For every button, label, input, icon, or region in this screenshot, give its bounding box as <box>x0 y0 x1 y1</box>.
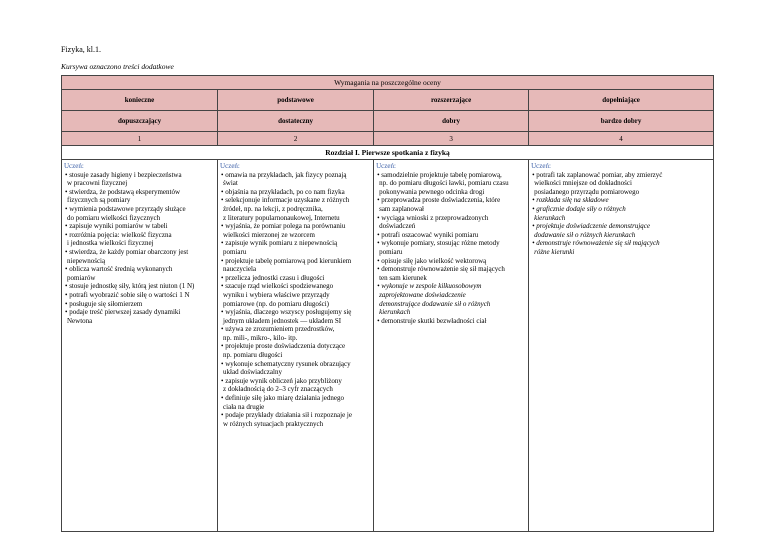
requirement-item: do pomiaru wielkości fizycznych <box>67 213 161 222</box>
requirement-item: niepewnością <box>67 256 106 265</box>
number-cell: 1 <box>62 132 218 146</box>
requirement-item: • przelicza jednostki czasu i długości <box>221 273 325 282</box>
requirement-item: • samodzielnie projektuje tabelę pomiarową, <box>377 170 502 179</box>
requirement-item: • podaje treść pierwszej zasady dynamiki <box>65 308 181 317</box>
level-cell: dopełniające <box>529 90 714 111</box>
column-label: Uczeń: <box>64 162 84 170</box>
requirement-item: • przeprowadza proste doświadczenia, które <box>377 196 501 205</box>
requirement-item: doświadczeń <box>379 222 416 231</box>
document-subject: Fizyka, kl.1. <box>61 45 101 54</box>
requirement-item: • demonstruje równoważenie się sił mających <box>377 265 505 274</box>
requirement-item: • stosuje zasady higieny i bezpieczeństwa <box>65 170 182 179</box>
requirement-item: wyniku i wybiera właściwe przyrządy <box>223 290 330 299</box>
requirements-column-2 <box>218 160 374 532</box>
requirement-item: • projektuje doświadczenie demonstrujące <box>532 222 650 231</box>
requirements-column-3 <box>374 160 529 532</box>
requirement-item: np. do pomiaru długości ławki, pomiaru czasu <box>379 179 509 188</box>
requirement-item: • używa ze zrozumieniem przedrostków, <box>221 325 335 334</box>
requirement-item: w różnych sytuacjach praktycznych <box>223 419 324 428</box>
requirements-list <box>220 171 370 429</box>
column-label: Uczeń: <box>220 162 240 170</box>
requirement-item: • potrafi tak zaplanować pomiar, aby zmierzyć <box>532 170 663 179</box>
requirement-item: • demonstruje równoważenie się sił mających <box>532 239 660 248</box>
requirement-item: sam zaplanował <box>379 204 424 213</box>
requirement-item: • szacuje rząd wielkości spodziewanego <box>221 282 334 291</box>
requirement-item: • definiuje siłę jako miarę działania jednego <box>221 394 345 403</box>
document-note: Kursywa oznaczono treści dodatkowe <box>61 62 174 71</box>
requirement-item: • stwierdza, że podstawą eksperymentów <box>65 187 180 196</box>
requirement-item: • zapisuje wyniki pomiarów w tabeli <box>65 222 168 231</box>
requirement-item: • wyjaśnia, że pomiar polega na porównaniu <box>221 222 346 231</box>
requirements-column-4 <box>529 160 714 532</box>
requirement-item: kierunkach <box>379 308 411 317</box>
requirement-item: z literatury popularnonaukowej, Internetu <box>223 213 340 222</box>
requirement-item: ciała na drugie <box>223 402 265 411</box>
requirement-item: • selekcjonuje informacje uzyskane z różnych <box>221 196 350 205</box>
requirement-item: wielkości mierzonej ze wzorcem <box>223 230 315 239</box>
column-label: Uczeń: <box>376 162 396 170</box>
requirement-item: pomiaru <box>379 247 403 256</box>
level-cell: konieczne <box>62 90 218 111</box>
level-cell: podstawowe <box>218 90 374 111</box>
requirement-item: np. pomiaru długości <box>223 351 283 360</box>
requirement-item: pomiarów <box>67 273 96 282</box>
requirement-item: • projektuje proste doświadczenia dotyczące <box>221 342 346 351</box>
column-label: Uczeń: <box>531 162 551 170</box>
requirement-item: posiadanego przyrządu pomiarowego <box>534 187 640 196</box>
grade-row <box>62 111 714 132</box>
requirement-item: w pracowni fizycznej <box>67 179 128 188</box>
requirement-item: • oblicza wartość średnią wykonanych <box>65 265 173 274</box>
requirement-item: • zapisuje wynik pomiaru z niepewnością <box>221 239 338 248</box>
requirements-list <box>531 171 710 257</box>
requirement-item: z dokładnością do 2–3 cyfr znaczących <box>223 385 333 394</box>
requirement-item: • wykonuje pomiary, stosując różne metody <box>377 239 500 248</box>
requirement-item: pomiarowe (np. do pomiaru długości) <box>223 299 329 308</box>
requirement-item: świat <box>223 179 238 188</box>
number-cell: 3 <box>374 132 529 146</box>
requirement-item: wielkości mniejsze od dokładności <box>534 179 632 188</box>
requirement-item: • demonstruje skutki bezwładności ciał <box>377 316 487 325</box>
requirement-item: nauczyciela <box>223 265 257 274</box>
grade-cell: dostateczny <box>218 111 374 132</box>
requirement-item: • omawia na przykładach, jak fizycy poznają <box>221 170 347 179</box>
number-row <box>62 132 714 146</box>
requirement-item: różne kierunki <box>534 247 575 256</box>
requirement-item: • stwierdza, że każdy pomiar obarczony jest <box>65 247 189 256</box>
requirement-item: • wymienia podstawowe przyrządy służące <box>65 204 186 213</box>
grade-cell: bardzo dobry <box>529 111 714 132</box>
requirement-item: • posługuje się siłomierzem <box>65 299 143 308</box>
requirement-item: zaprojektowane doświadczenie <box>379 290 466 299</box>
requirement-item: pomiaru <box>223 247 247 256</box>
requirement-item: • graficznie dodaje siły o różnych <box>532 204 626 213</box>
section-title: Rozdział I. Pierwsze spotkania z fizyką <box>62 146 714 160</box>
requirement-item: • wykonuje w zespole kilkuosobowym <box>377 282 482 291</box>
requirement-item: układ doświadczalny <box>223 368 282 377</box>
requirements-column-1 <box>62 160 218 532</box>
requirement-item: • rozróżnia pojęcia: wielkość fizyczna <box>65 230 172 239</box>
requirement-item: demonstrujące dodawanie sił o różnych <box>379 299 491 308</box>
requirement-item: Newtona <box>67 316 93 325</box>
requirements-list <box>376 171 525 326</box>
requirement-item: • objaśnia na przykładach, po co nam fizyka <box>221 187 345 196</box>
requirement-item: ten sam kierunek <box>379 273 427 282</box>
requirement-item: • projektuje tabelę pomiarową pod kierunkiem <box>221 256 352 265</box>
requirement-item: dodawanie sił o różnych kierunkach <box>534 230 636 239</box>
requirement-item: fizycznych są pomiary <box>67 196 131 205</box>
requirements-list <box>64 171 214 326</box>
requirement-item: • wykonuje schematyczny rysunek obrazujący <box>221 359 351 368</box>
requirement-item: pokonywania pewnego odcinka drogi <box>379 187 485 196</box>
level-row <box>62 90 714 111</box>
level-cell: rozszerzające <box>374 90 529 111</box>
requirement-item: • wyciąga wnioski z przeprowadzonych <box>377 213 489 222</box>
requirement-item: • zapisuje wynik obliczeń jako przybliżony <box>221 376 342 385</box>
requirement-item: i jednostka wielkości fizycznej <box>67 239 154 248</box>
number-cell: 2 <box>218 132 374 146</box>
requirement-item: • potrafi wyobrazić sobie siłę o wartości 1 N <box>65 290 190 299</box>
grade-cell: dobry <box>374 111 529 132</box>
requirement-item: kierunkach <box>534 213 566 222</box>
requirement-item: źródeł, np. na lekcji, z podręcznika, <box>223 204 323 213</box>
requirement-item: • podaje przykłady działania sił i rozpoznaje je <box>221 411 352 420</box>
requirement-item: • stosuje jednostkę siły, którą jest niuton (1 N) <box>65 282 195 291</box>
requirement-item: • rozkłada siłę na składowe <box>532 196 609 205</box>
requirement-item: np. mili-, mikro-, kilo- itp. <box>223 333 298 342</box>
grade-cell: dopuszczający <box>62 111 218 132</box>
requirement-item: • wyjaśnia, dlaczego wszyscy posługujemy się <box>221 308 352 317</box>
requirements-table <box>61 75 714 532</box>
number-cell: 4 <box>529 132 714 146</box>
requirement-item: • opisuje siłę jako wielkość wektorową <box>377 256 487 265</box>
requirement-item: • potrafi oszacować wyniki pomiaru <box>377 230 479 239</box>
table-title: Wymagania na poszczególne oceny <box>62 76 714 90</box>
content-row <box>62 160 714 532</box>
requirement-item: jednym układem jednostek — układem SI <box>223 316 342 325</box>
